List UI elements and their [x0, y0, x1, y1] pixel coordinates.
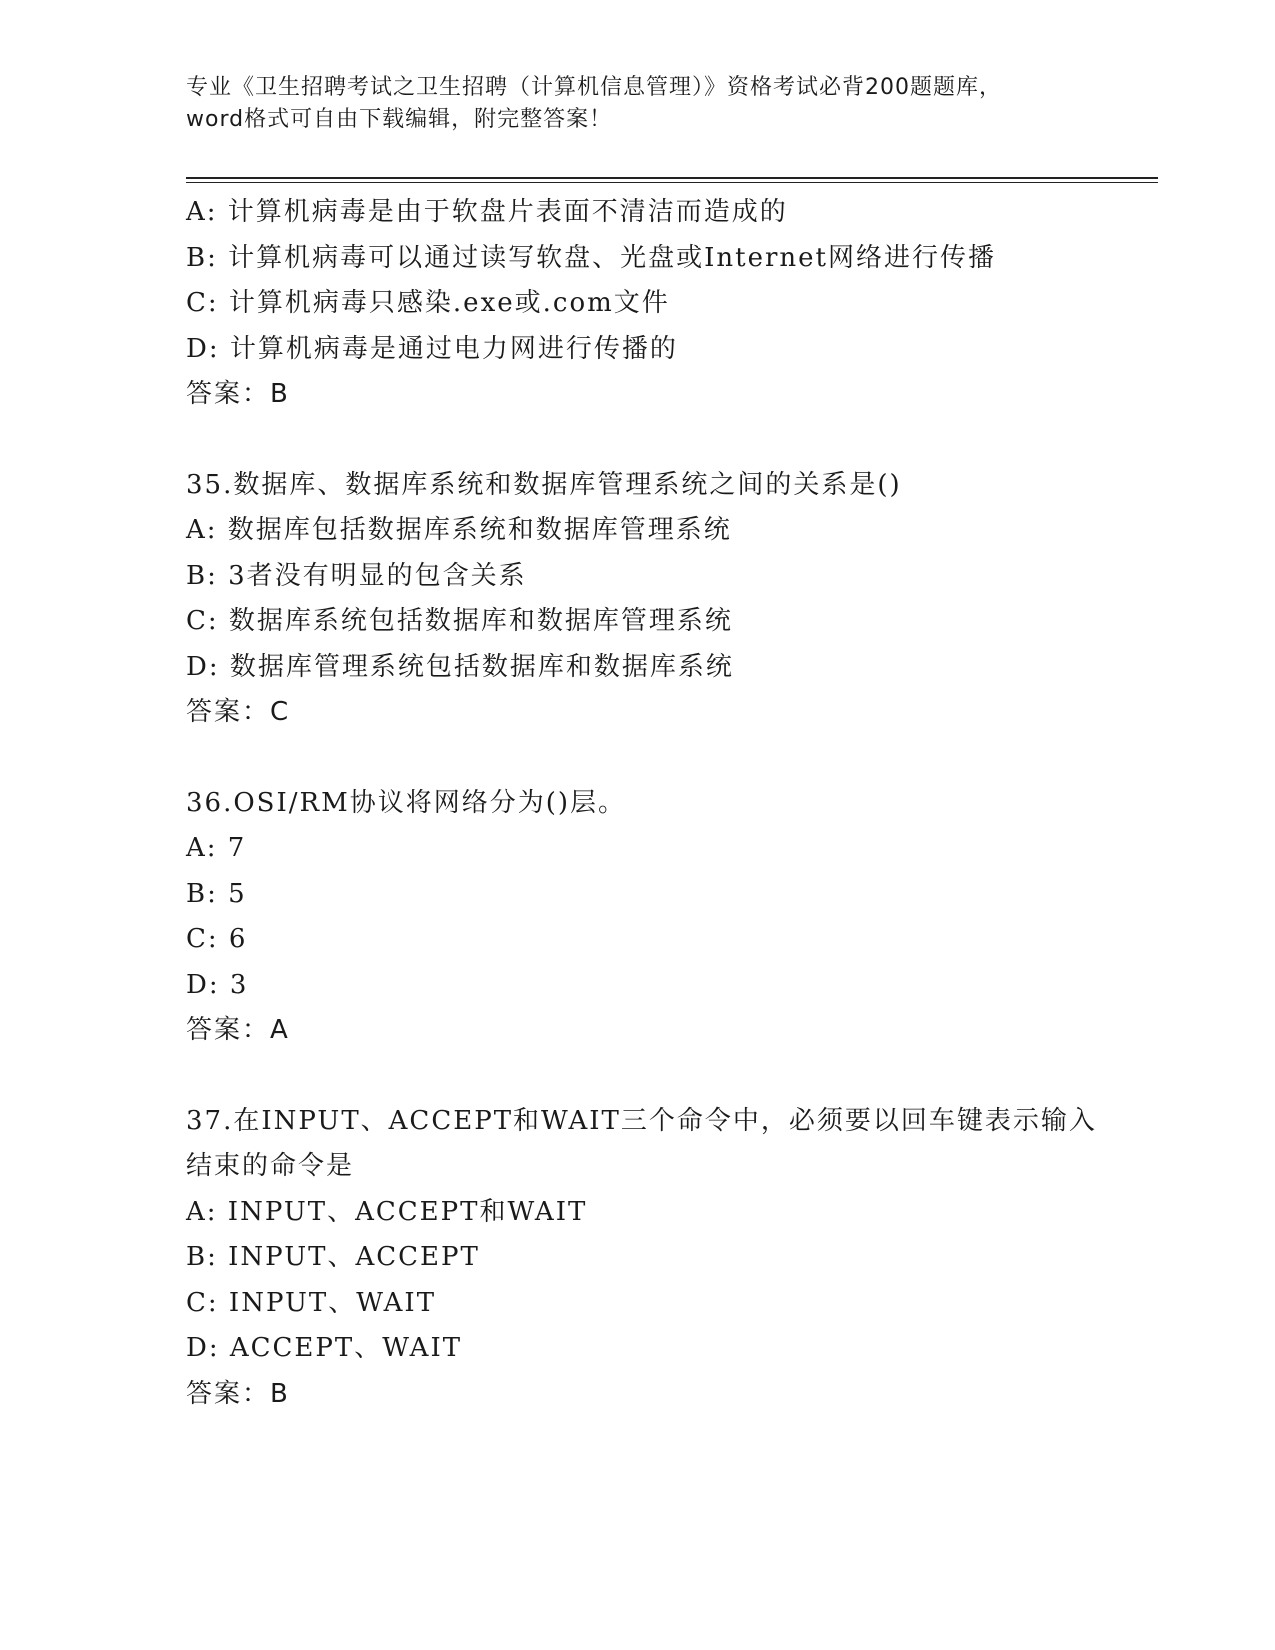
question-block	[186, 463, 1166, 736]
option-d: D: 数据库管理系统包括数据库和数据库系统	[186, 651, 734, 682]
question-list	[186, 190, 1166, 1417]
option-c: C: INPUT、WAIT	[186, 1287, 437, 1318]
document-header	[186, 72, 1086, 136]
question-text-continued: 结束的命令是	[186, 1151, 355, 1181]
answer-line: 答案：B	[186, 1378, 290, 1409]
header-title-line-1: 专业《卫生招聘考试之卫生招聘（计算机信息管理）》资格考试必背200题题库，	[186, 75, 1002, 100]
option-b: B: 5	[186, 878, 247, 909]
option-b: B: 3者没有明显的包含关系	[186, 560, 527, 591]
header-divider-thin	[186, 182, 1158, 183]
option-d: D: 3	[186, 969, 249, 1000]
header-divider	[186, 177, 1158, 179]
option-a: A: 计算机病毒是由于软盘片表面不清洁而造成的	[186, 197, 788, 227]
answer-line: 答案：A	[186, 1015, 290, 1045]
question-block	[186, 781, 1166, 1054]
header-title-line-2: word格式可自由下载编辑，附完整答案！	[186, 107, 613, 132]
question-block	[186, 1099, 1166, 1418]
answer-line: 答案：B	[186, 379, 290, 409]
answer-line: 答案：C	[186, 697, 291, 727]
question-block	[186, 190, 1166, 418]
question-text: 35.数据库、数据库系统和数据库管理系统之间的关系是()	[186, 469, 902, 500]
option-d: D: 计算机病毒是通过电力网进行传播的	[186, 333, 678, 364]
option-b: B: INPUT、ACCEPT	[186, 1242, 480, 1272]
option-a: A: 7	[186, 833, 247, 863]
question-text: 37.在INPUT、ACCEPT和WAIT三个命令中，必须要以回车键表示输入	[186, 1105, 1097, 1136]
option-a: A: INPUT、ACCEPT和WAIT	[186, 1196, 588, 1227]
option-c: C: 6	[186, 924, 248, 954]
option-c: C: 数据库系统包括数据库和数据库管理系统	[186, 606, 733, 636]
option-a: A: 数据库包括数据库系统和数据库管理系统	[186, 515, 732, 545]
question-text: 36.OSI/RM协议将网络分为()层。	[186, 787, 626, 818]
option-b: B: 计算机病毒可以通过读写软盘、光盘或Internet网络进行传播	[186, 242, 996, 273]
option-d: D: ACCEPT、WAIT	[186, 1333, 463, 1363]
option-c: C: 计算机病毒只感染.exe或.com文件	[186, 288, 670, 318]
